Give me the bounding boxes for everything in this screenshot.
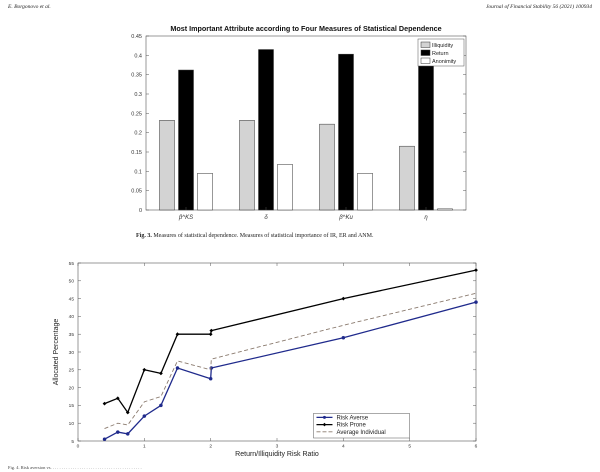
- legend-label: Illiquidity: [432, 43, 454, 49]
- data-point-0-6: [209, 377, 212, 380]
- figure-3-caption-label: Fig. 3.: [136, 233, 152, 239]
- x-tick-label: 1: [142, 444, 146, 450]
- data-point-1-5: [176, 332, 180, 336]
- y-tick-label: 0.3: [134, 92, 142, 98]
- y-tick-label: 35: [68, 333, 74, 338]
- running-header-journal: Journal of Financial Stability 56 (2021) 100934: [485, 4, 592, 10]
- legend-label: Return: [432, 51, 449, 57]
- y-tick-label: 45: [68, 297, 74, 303]
- y-tick-label: 5: [71, 439, 74, 445]
- x-axis-label: Return/Illiquidity Risk Ratio: [235, 451, 319, 458]
- plot-frame: [78, 263, 476, 441]
- x-tick-label: 6: [474, 444, 478, 450]
- legend-marker: [323, 416, 326, 419]
- legend-label: Anonimity: [432, 59, 457, 65]
- y-tick-label: 50: [68, 279, 74, 285]
- data-point-0-3: [143, 414, 146, 417]
- y-tick-label: 20: [68, 386, 74, 392]
- data-point-0-5: [176, 366, 179, 369]
- running-header-authors: E. Borgonovo et al.: [8, 4, 51, 10]
- legend-label: Risk Prone: [336, 422, 366, 429]
- y-tick-label: 15: [68, 404, 74, 410]
- data-point-1-6: [209, 332, 213, 336]
- y-tick-label: 0.15: [131, 150, 142, 156]
- y-tick-label: 0.4: [134, 53, 142, 60]
- y-tick-label: 0.2: [134, 130, 142, 137]
- data-point-1-7: [209, 329, 213, 333]
- x-tick-label: β^Ku: [339, 215, 353, 221]
- y-tick-label: 0.35: [131, 72, 142, 79]
- y-axis-label: Allocated Percentage: [53, 318, 60, 386]
- y-tick-label: 25: [68, 368, 74, 374]
- series-line-0: [105, 302, 476, 439]
- y-tick-label: 10: [68, 422, 74, 427]
- data-point-0-0: [103, 438, 106, 441]
- x-tick-label: 4: [341, 444, 345, 450]
- y-tick-label: 0.1: [134, 169, 142, 176]
- figure-3-caption-text: Measures of statistical dependence. Measures of statistical importance of IR, ER and ANM.: [153, 233, 374, 239]
- data-point-0-1: [116, 431, 119, 434]
- x-tick-label: 5: [408, 444, 412, 450]
- x-tick-label: 2: [209, 444, 213, 450]
- data-point-1-3: [142, 368, 146, 372]
- x-tick-label: η: [424, 215, 428, 221]
- data-point-1-8: [341, 297, 345, 301]
- legend-label: Average Individual: [336, 429, 386, 436]
- y-tick-label: 0.05: [131, 188, 142, 195]
- series-line-2: [105, 293, 476, 428]
- y-tick-label: 40: [68, 315, 74, 321]
- data-point-1-0: [103, 402, 107, 406]
- chart-title: Most Important Attribute according to Four Measures of Statistical Dependence: [170, 24, 442, 33]
- data-point-0-9: [474, 301, 477, 304]
- data-point-0-2: [126, 432, 129, 435]
- x-tick-label: 0: [76, 444, 80, 450]
- data-point-1-4: [159, 371, 163, 375]
- y-tick-label: 0.25: [131, 111, 142, 118]
- y-tick-label: 55: [68, 261, 74, 267]
- y-tick-label: 0.45: [131, 34, 142, 40]
- data-point-0-4: [159, 404, 162, 407]
- x-tick-label: δ: [264, 215, 268, 221]
- data-point-0-8: [342, 336, 345, 339]
- x-tick-label: β^KS: [178, 215, 194, 221]
- x-tick-label: 3: [275, 444, 279, 450]
- y-tick-label: 0: [138, 208, 142, 214]
- figure-4-caption: Fig. 4. Risk aversion vs. . . . . . . . . . . . . . . . . . . . . . . . . . . . . . . . . . . . . . . . .: [8, 465, 142, 470]
- data-point-1-9: [474, 268, 478, 272]
- data-point-0-7: [210, 366, 213, 369]
- y-tick-label: 30: [68, 350, 74, 356]
- series-line-1: [105, 270, 476, 412]
- legend-label: Risk Averse: [336, 415, 369, 422]
